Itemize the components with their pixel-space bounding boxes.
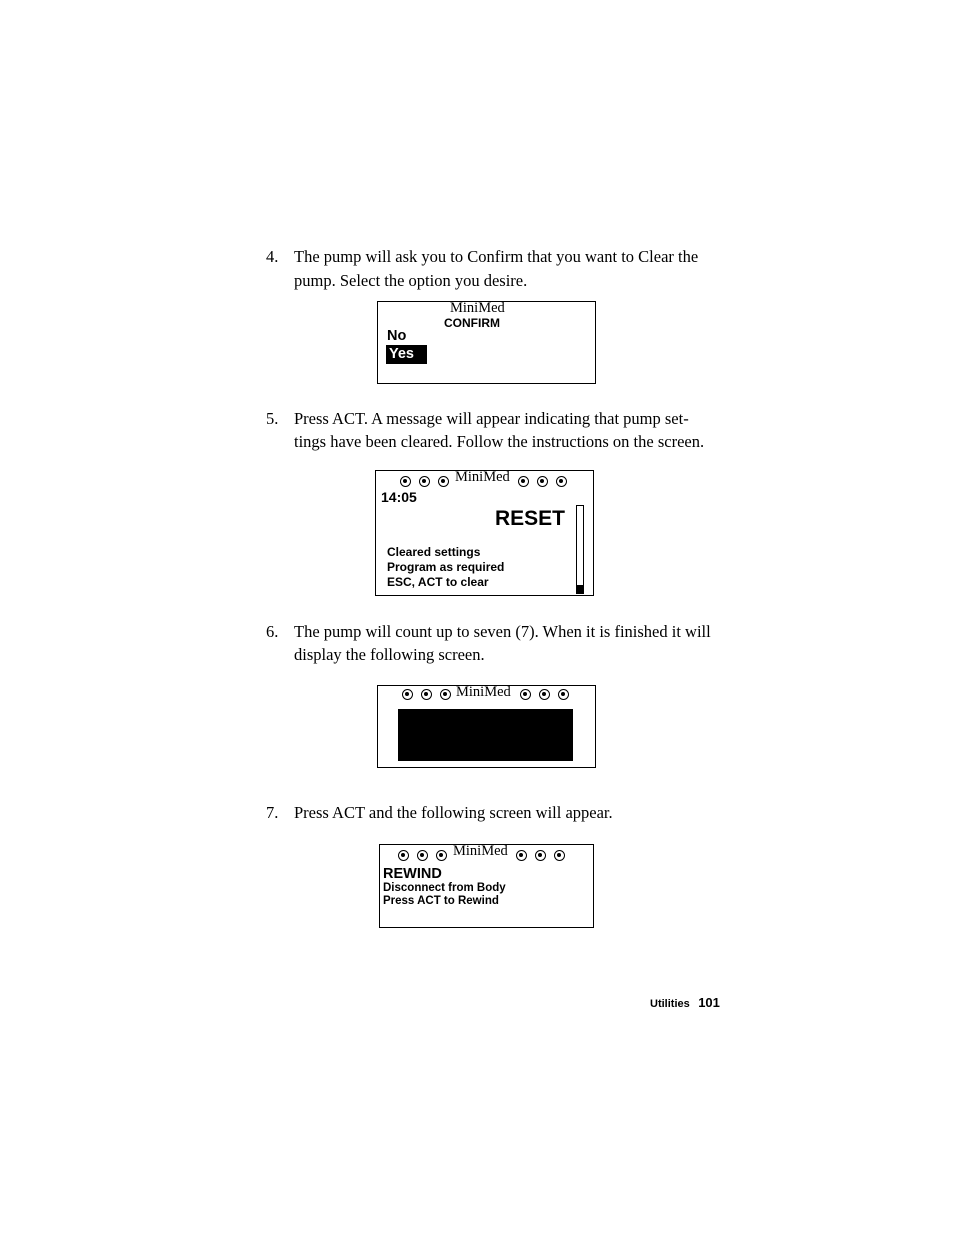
scrollbar-track bbox=[576, 505, 584, 594]
step-text-line-1: The pump will ask you to Confirm that you want to Clear the bbox=[294, 247, 699, 266]
option-no: No bbox=[387, 328, 407, 344]
status-dot-icon bbox=[516, 850, 527, 861]
status-dot-icon bbox=[535, 850, 546, 861]
step-text-line-1: Press ACT and the following screen will appear. bbox=[294, 803, 613, 822]
message-line-2: Press ACT to Rewind bbox=[383, 895, 499, 907]
status-dot-icon bbox=[402, 689, 413, 700]
clock-time: 14:05 bbox=[381, 489, 417, 505]
step-text-line-1: Press ACT. A message will appear indicating that pump set- bbox=[294, 409, 689, 428]
brand-label: MiniMed bbox=[450, 300, 505, 316]
status-dot-icon bbox=[419, 476, 430, 487]
pump-screen-blank bbox=[377, 685, 596, 768]
step-number: 4. bbox=[266, 247, 279, 266]
status-dot-icon bbox=[556, 476, 567, 487]
status-dot-icon bbox=[438, 476, 449, 487]
brand-label: MiniMed bbox=[455, 469, 510, 485]
message-line-3: ESC, ACT to clear bbox=[387, 575, 489, 589]
status-dot-icon bbox=[558, 689, 569, 700]
screen-title: RESET bbox=[495, 507, 566, 530]
step-text-line-2: display the following screen. bbox=[294, 645, 485, 664]
section-name: Utilities bbox=[650, 998, 690, 1010]
step-number: 7. bbox=[266, 803, 279, 822]
scrollbar-thumb bbox=[577, 585, 583, 593]
status-dot-icon bbox=[436, 850, 447, 861]
message-line-1: Disconnect from Body bbox=[383, 882, 506, 894]
page-footer bbox=[650, 994, 720, 1012]
pump-screen-rewind bbox=[379, 844, 594, 928]
status-dot-icon bbox=[539, 689, 550, 700]
status-dot-icon bbox=[520, 689, 531, 700]
brand-label: MiniMed bbox=[453, 843, 508, 859]
pump-screen-reset bbox=[375, 470, 594, 596]
step-text-line-1: The pump will count up to seven (7). When it is finished it will bbox=[294, 622, 711, 641]
status-dot-icon bbox=[421, 689, 432, 700]
page-number: 101 bbox=[698, 995, 720, 1010]
status-dot-icon bbox=[537, 476, 548, 487]
brand-label: MiniMed bbox=[456, 684, 511, 700]
option-yes-selected: Yes bbox=[386, 345, 427, 364]
step-number: 6. bbox=[266, 622, 279, 641]
status-dot-icon bbox=[440, 689, 451, 700]
message-line-1: Cleared settings bbox=[387, 545, 481, 559]
screen-title: REWIND bbox=[383, 866, 442, 882]
pump-screen-confirm bbox=[377, 301, 596, 384]
message-line-2: Program as required bbox=[387, 560, 505, 574]
status-dot-icon bbox=[554, 850, 565, 861]
status-dot-icon bbox=[398, 850, 409, 861]
step-text-line-2: tings have been cleared. Follow the instructions on the screen. bbox=[294, 432, 705, 451]
blank-display-area bbox=[398, 709, 573, 761]
step-text-line-2: pump. Select the option you desire. bbox=[294, 271, 528, 290]
status-dot-icon bbox=[417, 850, 428, 861]
screen-title: CONFIRM bbox=[444, 316, 500, 330]
status-dot-icon bbox=[400, 476, 411, 487]
step-number: 5. bbox=[266, 409, 279, 428]
status-dot-icon bbox=[518, 476, 529, 487]
